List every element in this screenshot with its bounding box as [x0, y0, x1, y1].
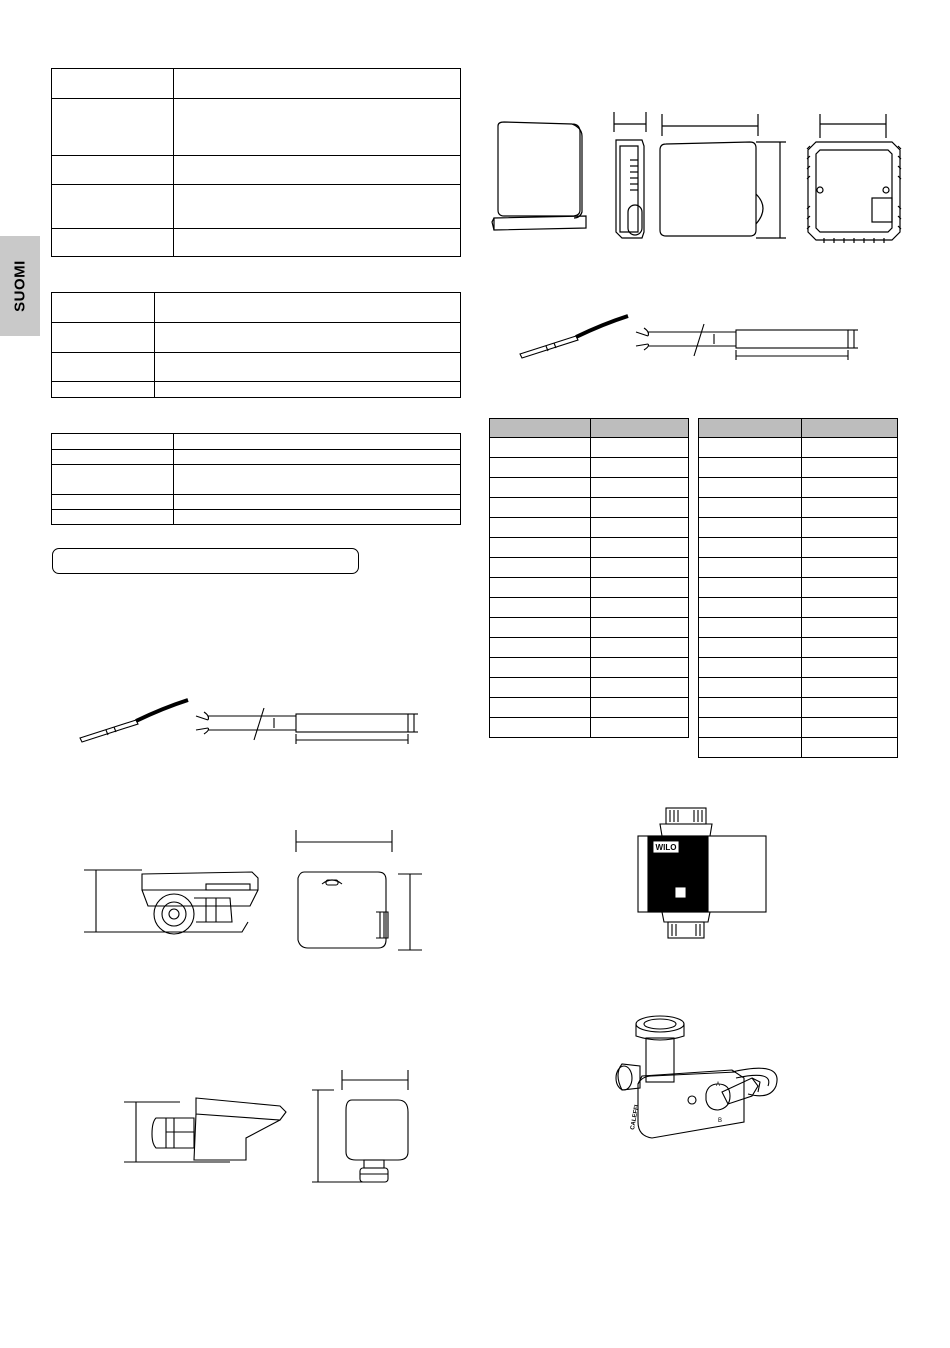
table-row [699, 618, 898, 638]
room-sensor-front-view [660, 114, 786, 238]
table-cell [802, 478, 898, 498]
table-row [699, 478, 898, 498]
table-row [699, 698, 898, 718]
table-cell [591, 518, 689, 538]
table-cell [802, 438, 898, 458]
table-cell [52, 293, 155, 323]
table-cell [52, 99, 174, 156]
table-cell [802, 618, 898, 638]
table-cell [490, 478, 591, 498]
table-cell [699, 518, 802, 538]
probe-sensor-drawing-left [78, 694, 423, 752]
table-cell [591, 478, 689, 498]
table-cell [490, 598, 591, 618]
table-cell [490, 698, 591, 718]
table-cell [802, 678, 898, 698]
table-cell [591, 718, 689, 738]
table-row [490, 478, 689, 498]
probe-sensor-drawing-top [518, 310, 863, 368]
table-cell [174, 185, 461, 229]
table-row [490, 598, 689, 618]
table-cell [52, 185, 174, 229]
mixing-valve-drawing [612, 1012, 797, 1142]
table-cell [591, 538, 689, 558]
valve-port-a-label: A [716, 1082, 721, 1088]
table-cell [490, 678, 591, 698]
table-row [490, 458, 689, 478]
table-cell [52, 156, 174, 185]
table-cell [52, 69, 174, 99]
table-cell [591, 438, 689, 458]
table-cell [490, 458, 591, 478]
valve-brand-label: CALEFFI [630, 1104, 641, 1131]
table-cell [174, 450, 461, 465]
table-cell [591, 658, 689, 678]
room-sensor-drawings [490, 110, 910, 245]
table-cell [174, 510, 461, 525]
table-cell [802, 558, 898, 578]
table-cell [52, 353, 155, 382]
table-cell [699, 618, 802, 638]
table-row [699, 658, 898, 678]
table-cell [802, 538, 898, 558]
table-row [699, 578, 898, 598]
table-cell [490, 438, 591, 458]
table-header-cell [699, 419, 802, 438]
table-cell [155, 323, 461, 353]
valve-port-b-label: B [718, 1118, 723, 1124]
resistance-table-right [698, 418, 898, 758]
table-row [699, 558, 898, 578]
table-cell [174, 495, 461, 510]
table-row [699, 638, 898, 658]
table-cell [699, 438, 802, 458]
table-cell [52, 434, 174, 450]
table-row [490, 578, 689, 598]
table-cell [52, 323, 155, 353]
table-cell [174, 434, 461, 450]
table-cell [699, 598, 802, 618]
room-sensor-side-view [614, 112, 646, 238]
table-row [699, 598, 898, 618]
table-cell [591, 578, 689, 598]
section-heading-box [52, 548, 359, 574]
table-cell [52, 495, 174, 510]
spec-table-1 [51, 68, 461, 257]
room-sensor-back-view [807, 114, 901, 243]
language-tab [0, 236, 40, 336]
table-cell [174, 229, 461, 257]
table-cell [490, 718, 591, 738]
table-row [699, 518, 898, 538]
table-cell [802, 718, 898, 738]
table-cell [174, 99, 461, 156]
table-row [699, 438, 898, 458]
contact-sensor-drawings [82, 826, 427, 956]
table-row [490, 698, 689, 718]
table-cell [802, 518, 898, 538]
table-cell [802, 578, 898, 598]
table-cell [52, 229, 174, 257]
table-cell [591, 638, 689, 658]
table-cell [802, 598, 898, 618]
pump-brand-label: WILO [655, 843, 677, 852]
table-cell [174, 465, 461, 495]
table-row [490, 538, 689, 558]
table-cell [699, 478, 802, 498]
table-cell [699, 738, 802, 758]
table-header-cell [591, 419, 689, 438]
table-row [490, 518, 689, 538]
table-cell [591, 498, 689, 518]
table-row [699, 458, 898, 478]
language-tab-label: SUOMI [11, 260, 29, 312]
spec-table-3 [51, 433, 461, 525]
table-cell [52, 382, 155, 398]
table-cell [490, 498, 591, 518]
table-cell [490, 658, 591, 678]
table-cell [699, 678, 802, 698]
spec-table-2 [51, 292, 461, 398]
table-cell [802, 738, 898, 758]
table-cell [591, 698, 689, 718]
table-cell [591, 598, 689, 618]
table-cell [490, 638, 591, 658]
table-cell [699, 578, 802, 598]
table-row [699, 718, 898, 738]
table-cell [802, 658, 898, 678]
table-cell [699, 638, 802, 658]
table-cell [699, 658, 802, 678]
table-header-cell [490, 419, 591, 438]
table-cell [591, 558, 689, 578]
table-cell [490, 518, 591, 538]
table-cell [802, 638, 898, 658]
table-cell [490, 618, 591, 638]
table-cell [591, 678, 689, 698]
table-cell [155, 293, 461, 323]
table-row [490, 618, 689, 638]
table-row [490, 438, 689, 458]
table-cell [802, 698, 898, 718]
table-cell [699, 458, 802, 478]
circulation-pump-drawing [638, 808, 768, 940]
table-cell [699, 558, 802, 578]
table-row [490, 498, 689, 518]
table-cell [490, 558, 591, 578]
table-row [490, 558, 689, 578]
table-cell [699, 698, 802, 718]
table-row [490, 718, 689, 738]
table-cell [490, 578, 591, 598]
table-row [490, 638, 689, 658]
table-cell [52, 510, 174, 525]
table-row [490, 658, 689, 678]
outdoor-sensor-drawings [120, 1068, 420, 1190]
table-cell [802, 458, 898, 478]
table-cell [699, 718, 802, 738]
resistance-table-left [489, 418, 689, 738]
table-cell [802, 498, 898, 518]
table-cell [591, 618, 689, 638]
table-row [699, 738, 898, 758]
table-cell [174, 156, 461, 185]
table-cell [52, 465, 174, 495]
table-header-cell [802, 419, 898, 438]
table-cell [155, 382, 461, 398]
table-cell [155, 353, 461, 382]
table-row [490, 678, 689, 698]
table-row [699, 498, 898, 518]
table-cell [174, 69, 461, 99]
room-sensor-perspective [492, 122, 586, 230]
table-cell [699, 498, 802, 518]
table-cell [591, 458, 689, 478]
table-cell [52, 450, 174, 465]
table-cell [699, 538, 802, 558]
table-row [699, 678, 898, 698]
table-cell [490, 538, 591, 558]
table-row [699, 538, 898, 558]
